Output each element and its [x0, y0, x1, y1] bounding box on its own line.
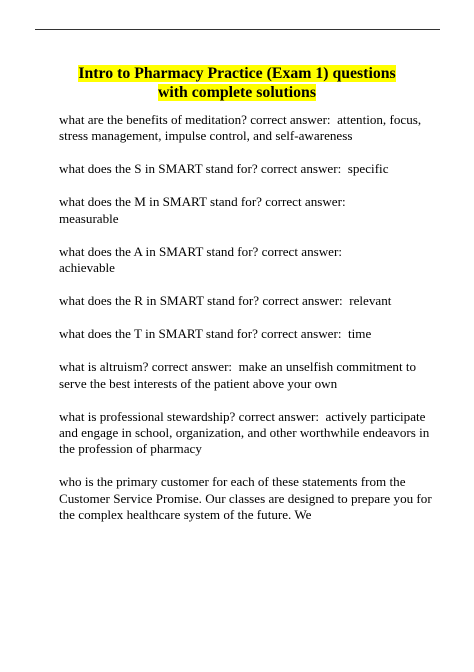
title-line-1: Intro to Pharmacy Practice (Exam 1) questions — [78, 65, 396, 82]
title-line-2: with complete solutions — [158, 84, 316, 101]
qa-item-stewardship: what is professional stewardship? correct answer: actively participate and engage in school, organization, and other worthwhile endeavors in the profession of pharmacy — [59, 408, 433, 457]
qa-item-smart-s: what does the S in SMART stand for? correct answer: specific — [59, 161, 389, 177]
qa-item-smart-a: what does the A in SMART stand for? correct answer: achievable — [59, 243, 342, 276]
header-rule — [35, 29, 440, 30]
qa-item-smart-r: what does the R in SMART stand for? correct answer: relevant — [59, 293, 392, 309]
qa-item-smart-t: what does the T in SMART stand for? correct answer: time — [59, 326, 372, 342]
qa-item-meditation: what are the benefits of meditation? correct answer: attention, focus, stress management, impulse control, and self-awareness — [59, 112, 425, 144]
qa-item-primary-customer: who is the primary customer for each of these statements from the Customer Service Promise. Our classes are designed to prepare you for the complex healthcare system of the future. We — [59, 474, 435, 523]
qa-item-altruism: what is altruism? correct answer: make an unselfish commitment to serve the best interests of the patient above your own — [59, 359, 420, 391]
document-title — [40, 64, 434, 102]
qa-list — [59, 112, 444, 524]
qa-item-smart-m: what does the M in SMART stand for? correct answer: measurable — [59, 194, 346, 226]
